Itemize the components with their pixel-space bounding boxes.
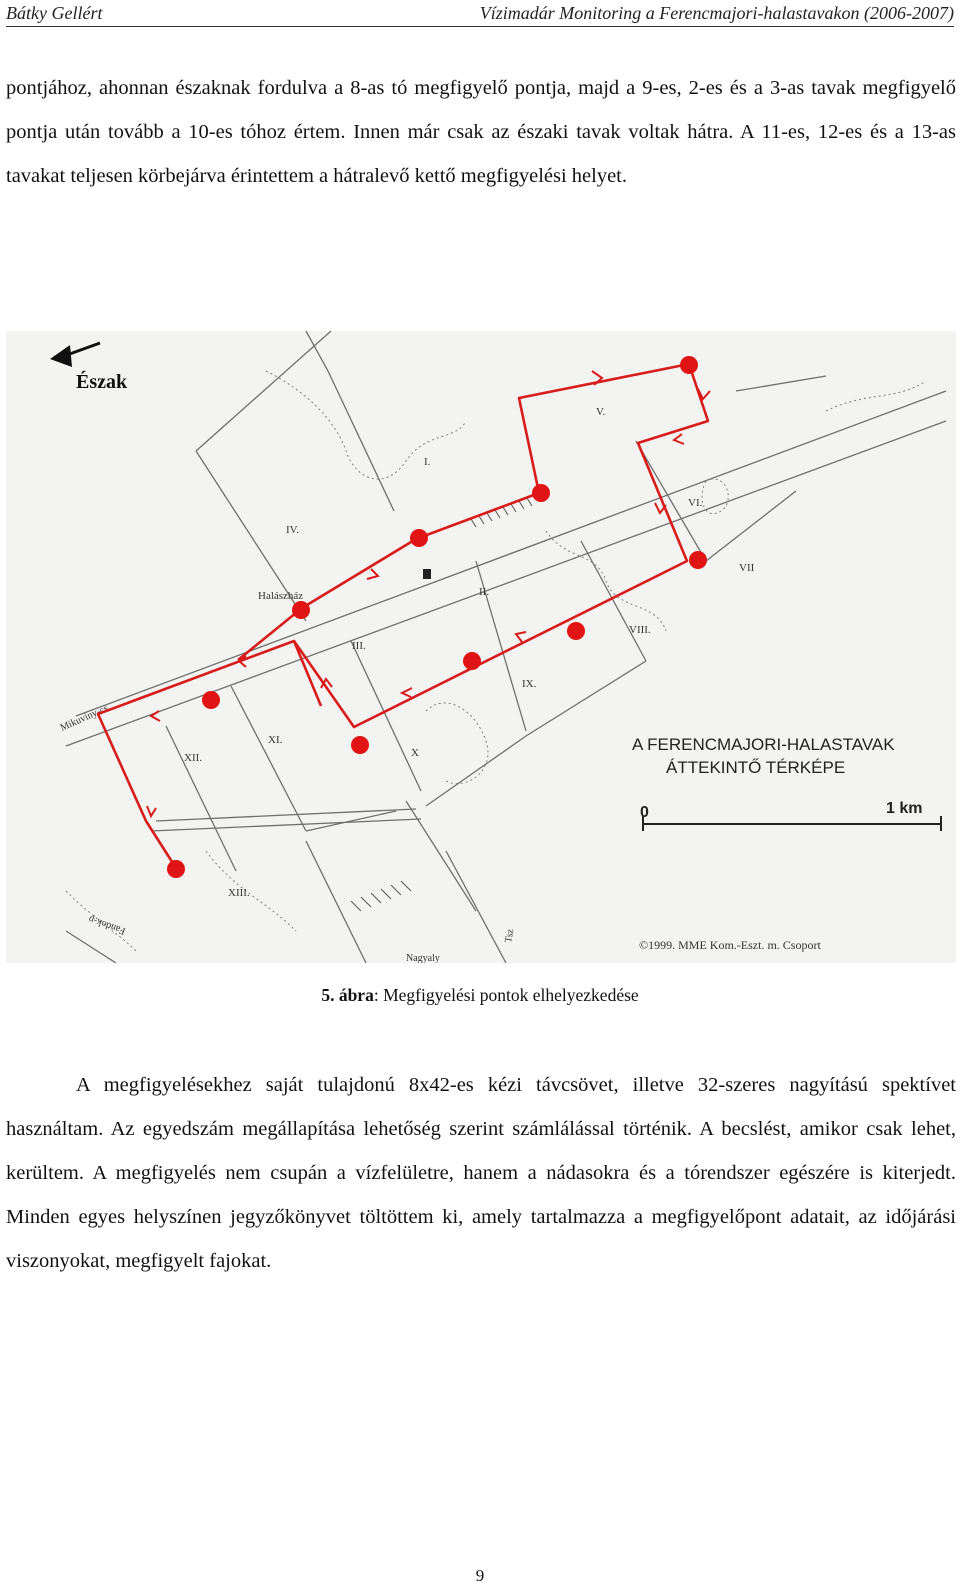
- scale-end: 1 km: [886, 800, 923, 817]
- caption-number: 5. ábra: [321, 985, 374, 1005]
- pond-label-3: III.: [352, 640, 366, 652]
- road-label: Fandok-p: [87, 913, 128, 937]
- map-background: [6, 331, 956, 963]
- pond-label-11: XI.: [268, 734, 283, 746]
- observation-point: [202, 691, 220, 709]
- scale-start: 0: [640, 804, 649, 821]
- observation-point: [292, 601, 310, 619]
- observation-point: [167, 860, 185, 878]
- observation-point: [567, 622, 585, 640]
- pond-label-5: V.: [596, 406, 606, 418]
- pond-label-4: IV.: [286, 524, 299, 536]
- pond-label-10: X: [411, 747, 419, 759]
- page-header: [6, 0, 954, 27]
- haleszhaz-label: Halászház: [258, 590, 304, 602]
- pond-label-2: II.: [479, 586, 490, 598]
- header-author: Bátky Gellért: [6, 2, 103, 23]
- paragraph-2: A megfigyelésekhez saját tulajdonú 8x42-es kézi távcsövet, illetve 32-szeres nagyítású spektívet használtam. Az egyedszám megállapítása lehetőség szerint számlálással történik. A becslést, amikor csak lehet, kerültem. A megfigyelés nem csupán a vízfelületre, hanem a nádasokra és a tórendszer egészére is kiterjedt. Minden egyes helyszínen jegyzőkönyvet töltöttem ki, amely tartalmazza a megfigyelőpont adatait, az időjárási viszonyokat, megfigyelt fajokat.: [6, 1074, 956, 1272]
- map-credit: ©1999. MME Kom.-Eszt. m. Csoport: [639, 938, 821, 952]
- observation-point: [410, 529, 428, 547]
- header-title: Vízimadár Monitoring a Ferencmajori-halastavakon (2006-2007): [479, 2, 954, 23]
- pond-label-12: XII.: [184, 752, 203, 764]
- pond-label-1: I.: [424, 456, 431, 468]
- map-title-line2: ÁTTEKINTŐ TÉRKÉPE: [666, 758, 846, 777]
- pond-label-8: VIII.: [629, 624, 651, 636]
- pond-label-13: XIII.: [228, 887, 250, 899]
- pond-map: [6, 331, 956, 963]
- observation-point: [463, 652, 481, 670]
- observation-point: [680, 356, 698, 374]
- figure-caption: [0, 985, 960, 1006]
- paragraph-1: pontjához, ahonnan északnak fordulva a 8-as tó megfigyelő pontja, majd a 9-es, 2-es és a 3-as tavak megfigyelő pontja után tovább a 10-es tóhoz értem. Innen már csak az északi tavak voltak hátra. A 11-es, 12-es és a 13-as tavakat teljesen körbejárva érintettem a hátralevő kettő megfigyelési helyet.: [6, 77, 956, 187]
- channel-label: Mikuviny-cs.: [58, 701, 113, 734]
- bottom-label-1: Nagyaly: [406, 953, 440, 963]
- pond-label-9: IX.: [522, 678, 537, 690]
- bottom-label-2: Tsz: [503, 928, 517, 944]
- caption-text: : Megfigyelési pontok elhelyezkedése: [373, 985, 639, 1005]
- observation-point: [532, 484, 550, 502]
- observation-point: [351, 736, 369, 754]
- pond-label-7: VII: [739, 562, 755, 574]
- pond-label-6: VI.: [688, 497, 703, 509]
- map-title-line1: A FERENCMAJORI-HALASTAVAK: [632, 735, 895, 754]
- north-label: Észak: [76, 371, 128, 393]
- haleszhaz-icon: [423, 569, 431, 579]
- observation-point: [689, 551, 707, 569]
- page-number: 9: [475, 1566, 485, 1585]
